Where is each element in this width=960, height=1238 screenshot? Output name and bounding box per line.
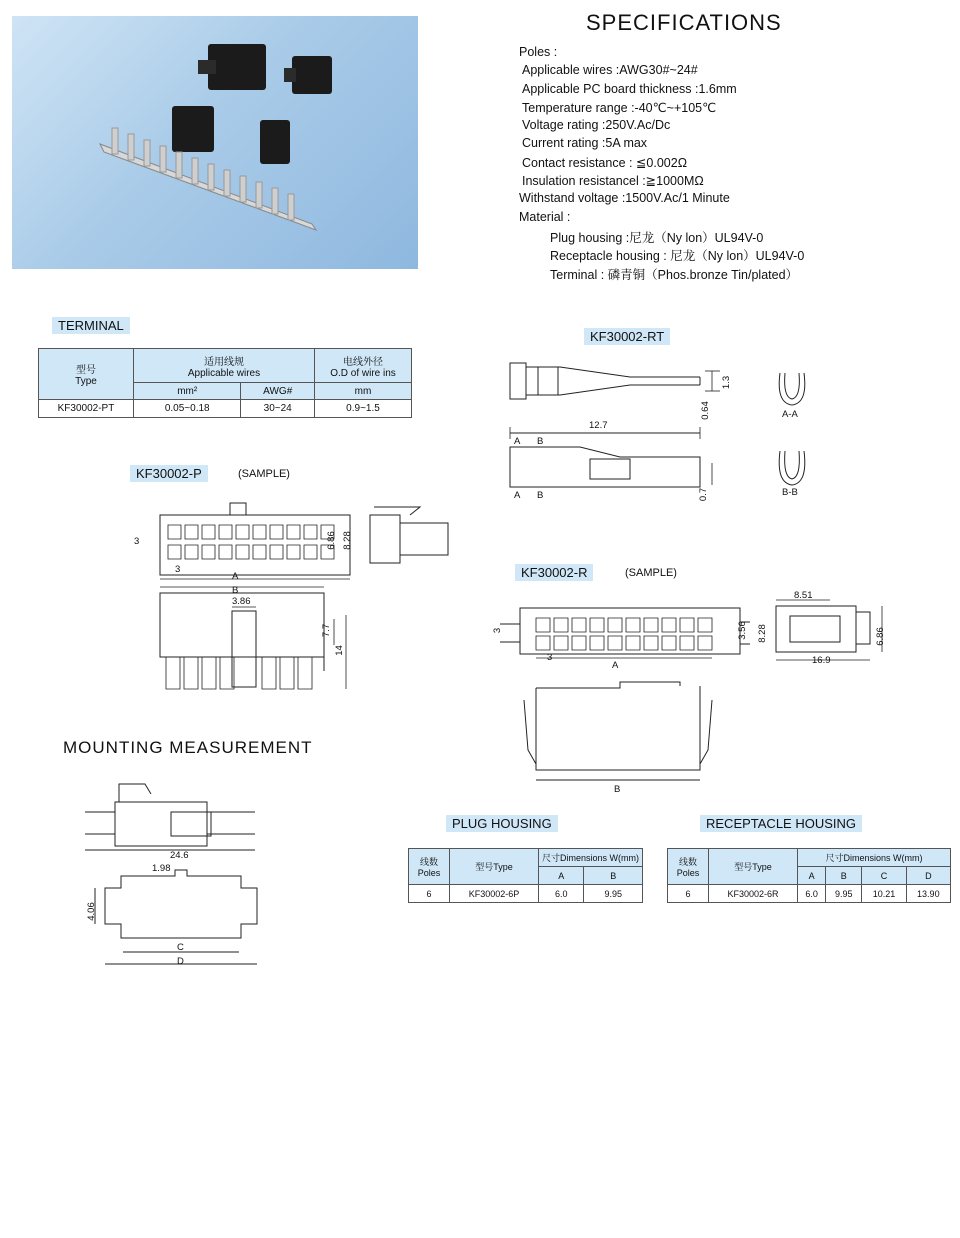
- table-row: KF30002-PT 0.05~0.18 30~24 0.9~1.5: [39, 400, 412, 418]
- receptacle-drawing: [500, 590, 900, 800]
- rt-mark-b-top: B: [537, 436, 544, 447]
- p-dim-pitch: 3: [134, 536, 140, 547]
- terminal-drawing: [500, 355, 830, 505]
- p-dim-pitch-bottom: 3: [175, 564, 181, 575]
- p-dim-3-86: 3.86: [232, 596, 251, 607]
- r-dim-a: A: [612, 660, 619, 671]
- r-dim-8-28: 8.28: [756, 624, 768, 643]
- rec-col-type: 型号Type: [709, 849, 798, 885]
- p-dim-14: 14: [333, 645, 345, 656]
- table-row: 6 KF30002-6R 6.0 9.95 10.21 13.90: [668, 885, 951, 903]
- rec-col-c: C: [862, 867, 906, 885]
- mount-dim-d: D: [177, 956, 184, 967]
- spec-temperature: Temperature range :-40℃~+105℃: [522, 100, 717, 115]
- plug-housing-heading: PLUG HOUSING: [446, 815, 558, 832]
- r-sample-note: (SAMPLE): [625, 567, 677, 579]
- spec-insulation: Insulation resistancel :≧1000MΩ: [522, 174, 704, 189]
- table-row: 6 KF30002-6P 6.0 9.95: [409, 885, 643, 903]
- p-sample-note: (SAMPLE): [238, 468, 290, 480]
- specifications-list: [519, 45, 804, 283]
- spec-contact-resistance: Contact resistance : ≦0.002Ω: [522, 155, 688, 170]
- spec-pc-board: Applicable PC board thickness :1.6mm: [522, 81, 737, 96]
- terminal-sub-awg: AWG#: [241, 383, 315, 400]
- rec-col-poles: 线数 Poles: [668, 849, 709, 885]
- rt-dim-0-64: 0.64: [699, 401, 711, 420]
- product-photo: [12, 16, 418, 269]
- mount-dim-24-6: 24.6: [170, 850, 189, 861]
- spec-receptacle-housing: Receptacle housing : 尼龙（Ny lon）UL94V-0: [550, 249, 805, 264]
- plug-drawing: [130, 495, 460, 705]
- mount-dim-c: C: [177, 942, 184, 953]
- r-dim-b: B: [614, 784, 621, 795]
- mount-dim-1-98: 1.98: [152, 863, 171, 874]
- rt-section-b-b: B-B: [782, 487, 798, 498]
- rt-heading: KF30002-RT: [584, 328, 670, 345]
- connector-illustration: [12, 16, 418, 269]
- plug-col-a: A: [539, 867, 584, 885]
- p-heading: KF30002-P: [130, 465, 208, 482]
- p-dim-8-28: 8.28: [341, 531, 353, 550]
- mounting-drawing: [75, 778, 275, 973]
- receptacle-housing-table: [667, 848, 951, 903]
- rec-col-b: B: [826, 867, 862, 885]
- spec-withstand: Withstand voltage :1500V.Ac/1 Minute: [519, 191, 730, 206]
- rt-dim-length: 12.7: [589, 420, 608, 431]
- r-dim-16-9: 16.9: [812, 655, 831, 666]
- plug-col-type: 型号Type: [450, 849, 539, 885]
- mounting-heading: MOUNTING MEASUREMENT: [63, 738, 313, 757]
- spec-voltage: Voltage rating :250V.Ac/Dc: [522, 118, 671, 133]
- rt-mark-b-bottom: B: [537, 490, 544, 501]
- plug-housing-table: [408, 848, 643, 903]
- specifications-title: SPECIFICATIONS: [586, 10, 782, 35]
- spec-material: Material :: [519, 209, 571, 224]
- r-dim-pitch-bottom: 3: [547, 652, 553, 663]
- mount-dim-4-06: 4.06: [85, 902, 97, 921]
- spec-terminal: Terminal : 磷青铜（Phos.bronze Tin/plated）: [550, 267, 799, 282]
- p-dim-6-86: 6.86: [325, 531, 337, 550]
- spec-current: Current rating :5A max: [522, 136, 648, 151]
- rt-dim-1-3: 1.3: [721, 375, 733, 390]
- r-dim-6-86: 6.86: [874, 627, 886, 646]
- terminal-col-od: 电线外径 O.D of wire ins: [315, 349, 412, 383]
- terminal-sub-mm: mm: [315, 383, 412, 400]
- terminal-sub-mm2: mm²: [134, 383, 241, 400]
- terminal-col-wires: 适用线规 Applicable wires: [134, 349, 315, 383]
- r-dim-8-51: 8.51: [794, 590, 813, 601]
- receptacle-housing-heading: RECEPTACLE HOUSING: [700, 815, 862, 832]
- p-dim-7-7: 7.7: [321, 623, 333, 638]
- rt-dim-0-7: 0.7: [698, 487, 710, 502]
- terminal-heading: TERMINAL: [52, 317, 130, 334]
- terminal-col-type: 型号 Type: [39, 349, 134, 400]
- terminal-table: [38, 348, 412, 418]
- r-dim-pitch: 3: [492, 627, 504, 634]
- plug-col-poles: 线数 Poles: [409, 849, 450, 885]
- spec-poles: Poles :: [519, 45, 558, 59]
- rt-mark-a-bottom: A: [514, 490, 521, 501]
- rec-col-d: D: [906, 867, 950, 885]
- rt-section-a-a: A-A: [782, 409, 798, 420]
- rec-col-a: A: [798, 867, 826, 885]
- r-heading: KF30002-R: [515, 564, 593, 581]
- plug-col-b: B: [584, 867, 643, 885]
- plug-col-dims: 尺寸Dimensions W(mm): [539, 849, 643, 867]
- spec-applicable-wires: Applicable wires :AWG30#~24#: [522, 63, 698, 78]
- r-dim-3-56: 3.56: [736, 621, 748, 640]
- rt-mark-a-top: A: [514, 436, 521, 447]
- p-dim-b: B: [232, 585, 239, 596]
- spec-plug-housing: Plug housing :尼龙（Ny lon）UL94V-0: [550, 230, 764, 245]
- p-dim-a: A: [232, 571, 239, 582]
- rec-col-dims: 尺寸Dimensions W(mm): [798, 849, 951, 867]
